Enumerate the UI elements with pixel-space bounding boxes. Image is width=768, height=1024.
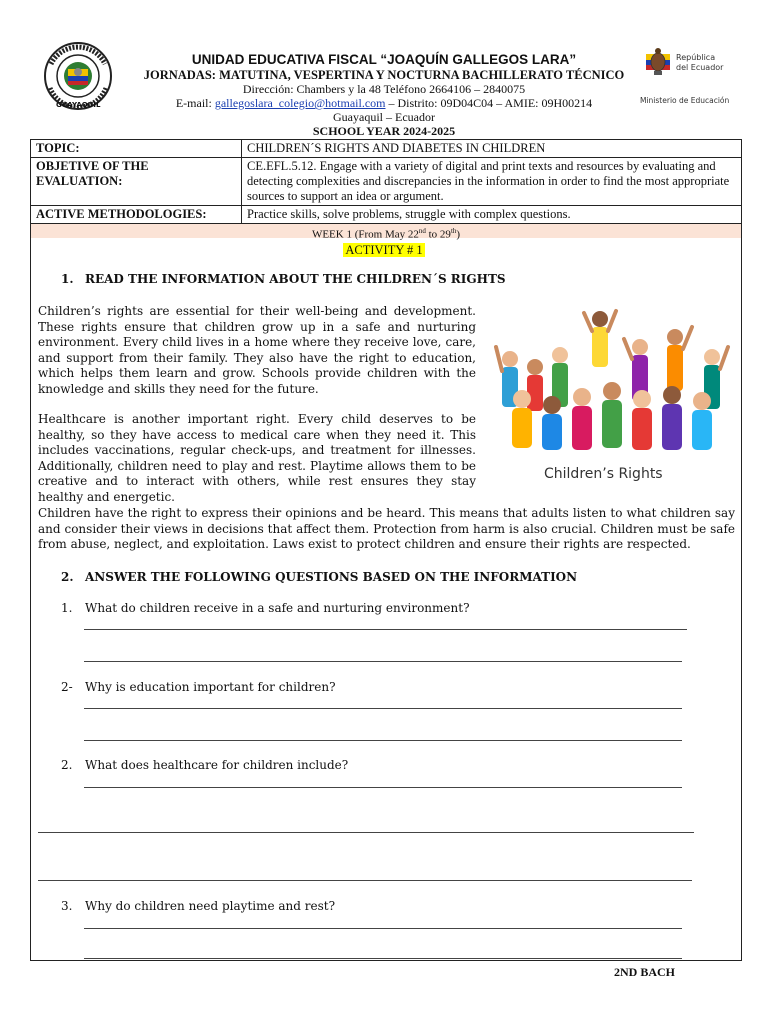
illustration-caption: Children’s Rights <box>544 466 663 482</box>
school-jornadas: JORNADAS: MATUTINA, VESPERTINA Y NOCTURNA BACHILLERATO TÉCNICO <box>143 68 625 82</box>
paragraph-2: Healthcare is another important right. Every child deserves to be healthy, so they have access to medical care when they need it. This includes vaccinations, regular check-ups, and treatment for illnesses. Additionally, children need to play and rest. Playtime allows them to be creative and to interact with others, while rest ensures they stay healthy and energetic. <box>38 412 476 504</box>
email-prefix: E-mail: <box>175 96 215 110</box>
ministry-logo-line1: República <box>676 53 716 62</box>
week-sup-1: nd <box>418 227 426 235</box>
section-2-title: ANSWER THE FOLLOWING QUESTIONS BASED ON THE INFORMATION <box>85 570 578 584</box>
answer-line[interactable] <box>84 787 682 788</box>
objective-value: CE.EFL.5.12. Engage with a variety of digital and print texts and resources by evaluating and detecting complexities and discrepancies in the information in order to find the most appropriate sources to support an idea or argument. <box>242 158 742 206</box>
info-table <box>30 139 742 224</box>
question-1-text: What do children receive in a safe and nurturing environment? <box>85 601 470 615</box>
paragraph-1: Children’s rights are essential for their well-being and development. These rights ensure that children grow up in a safe and nurturing environment. Every child lives in a home where they receive love, care, and support from their family. They also have the right to education, which helps them learn and grow. Schools provide children with the knowledge and skills they need for the future. <box>38 304 476 396</box>
activity-title <box>0 239 768 258</box>
week-sup-2: th <box>450 227 457 235</box>
methods-label: ACTIVE METHODOLOGIES: <box>31 206 242 224</box>
question-2-number: 2- <box>61 680 73 694</box>
school-city: Guayaquil – Ecuador <box>333 110 435 124</box>
week-prefix: WEEK 1 (From May 22 <box>311 228 419 241</box>
activity-label: ACTIVITY # 1 <box>345 243 423 257</box>
question-3-text: What does healthcare for children include? <box>85 758 349 772</box>
childrens-rights-illustration <box>490 307 735 487</box>
question-2-text: Why is education important for children? <box>85 680 336 694</box>
section-1-title: READ THE INFORMATION ABOUT THE CHILDREN´S RIGHTS <box>85 272 506 286</box>
objective-row <box>31 158 742 206</box>
answer-line[interactable] <box>84 661 682 662</box>
answer-line[interactable] <box>84 740 682 741</box>
grade-label: 2ND BACH <box>613 965 675 979</box>
section-1-heading <box>61 272 506 286</box>
methods-value: Practice skills, solve problems, struggle with complex questions. <box>242 206 742 224</box>
topic-label: TOPIC: <box>31 140 242 158</box>
ministry-logo-line2: del Ecuador <box>676 63 724 72</box>
email-link[interactable]: gallegoslara_colegio@hotmail.com <box>214 96 386 110</box>
answer-line[interactable] <box>84 958 682 959</box>
question-3-number: 2. <box>61 758 73 772</box>
week-suffix: ) <box>456 228 461 241</box>
section-1-number: 1. <box>61 272 74 286</box>
answer-line[interactable] <box>38 880 692 881</box>
week-banner <box>31 224 741 241</box>
ministry-name: Ministerio de Educación <box>640 96 730 105</box>
objective-label: OBJETIVE OF THE EVALUATION: <box>31 158 242 206</box>
topic-value: CHILDREN´S RIGHTS AND DIABETES IN CHILDREN <box>242 140 742 158</box>
topic-row <box>31 140 742 158</box>
question-4 <box>61 899 335 913</box>
section-2-heading <box>61 570 577 584</box>
district-info: – Distrito: 09D04C04 – AMIE: 09H00214 <box>385 96 593 110</box>
ministry-logo <box>640 46 735 110</box>
question-2 <box>61 680 336 694</box>
answer-line[interactable] <box>84 629 687 630</box>
school-address: Dirección: Chambers y la 48 Teléfono 2664106 – 2840075 <box>242 82 526 96</box>
answer-line[interactable] <box>84 928 682 929</box>
question-1-number: 1. <box>61 601 73 615</box>
school-year: SCHOOL YEAR 2024-2025 <box>312 124 456 138</box>
question-4-number: 3. <box>61 899 73 913</box>
question-3 <box>61 758 348 772</box>
answer-line[interactable] <box>84 708 682 709</box>
question-4-text: Why do children need playtime and rest? <box>85 899 336 913</box>
question-1 <box>61 601 470 615</box>
answer-line[interactable] <box>38 832 694 833</box>
paragraph-3: Children have the right to express their opinions and be heard. This means that adults listen to what children say and consider their views in decisions that affect them. Protection from harm is also crucial. Children must be safe from abuse, neglect, and exploitation. Laws exist to protect children and ensure their rights are respected. <box>38 506 735 551</box>
section-2-number: 2. <box>61 570 74 584</box>
school-name: UNIDAD EDUCATIVA FISCAL “JOAQUÍN GALLEGOS LARA” <box>191 52 577 67</box>
week-middle: to 29 <box>425 228 451 241</box>
methods-row <box>31 206 742 224</box>
school-logo-caption: GUAYAQUIL <box>56 101 101 109</box>
